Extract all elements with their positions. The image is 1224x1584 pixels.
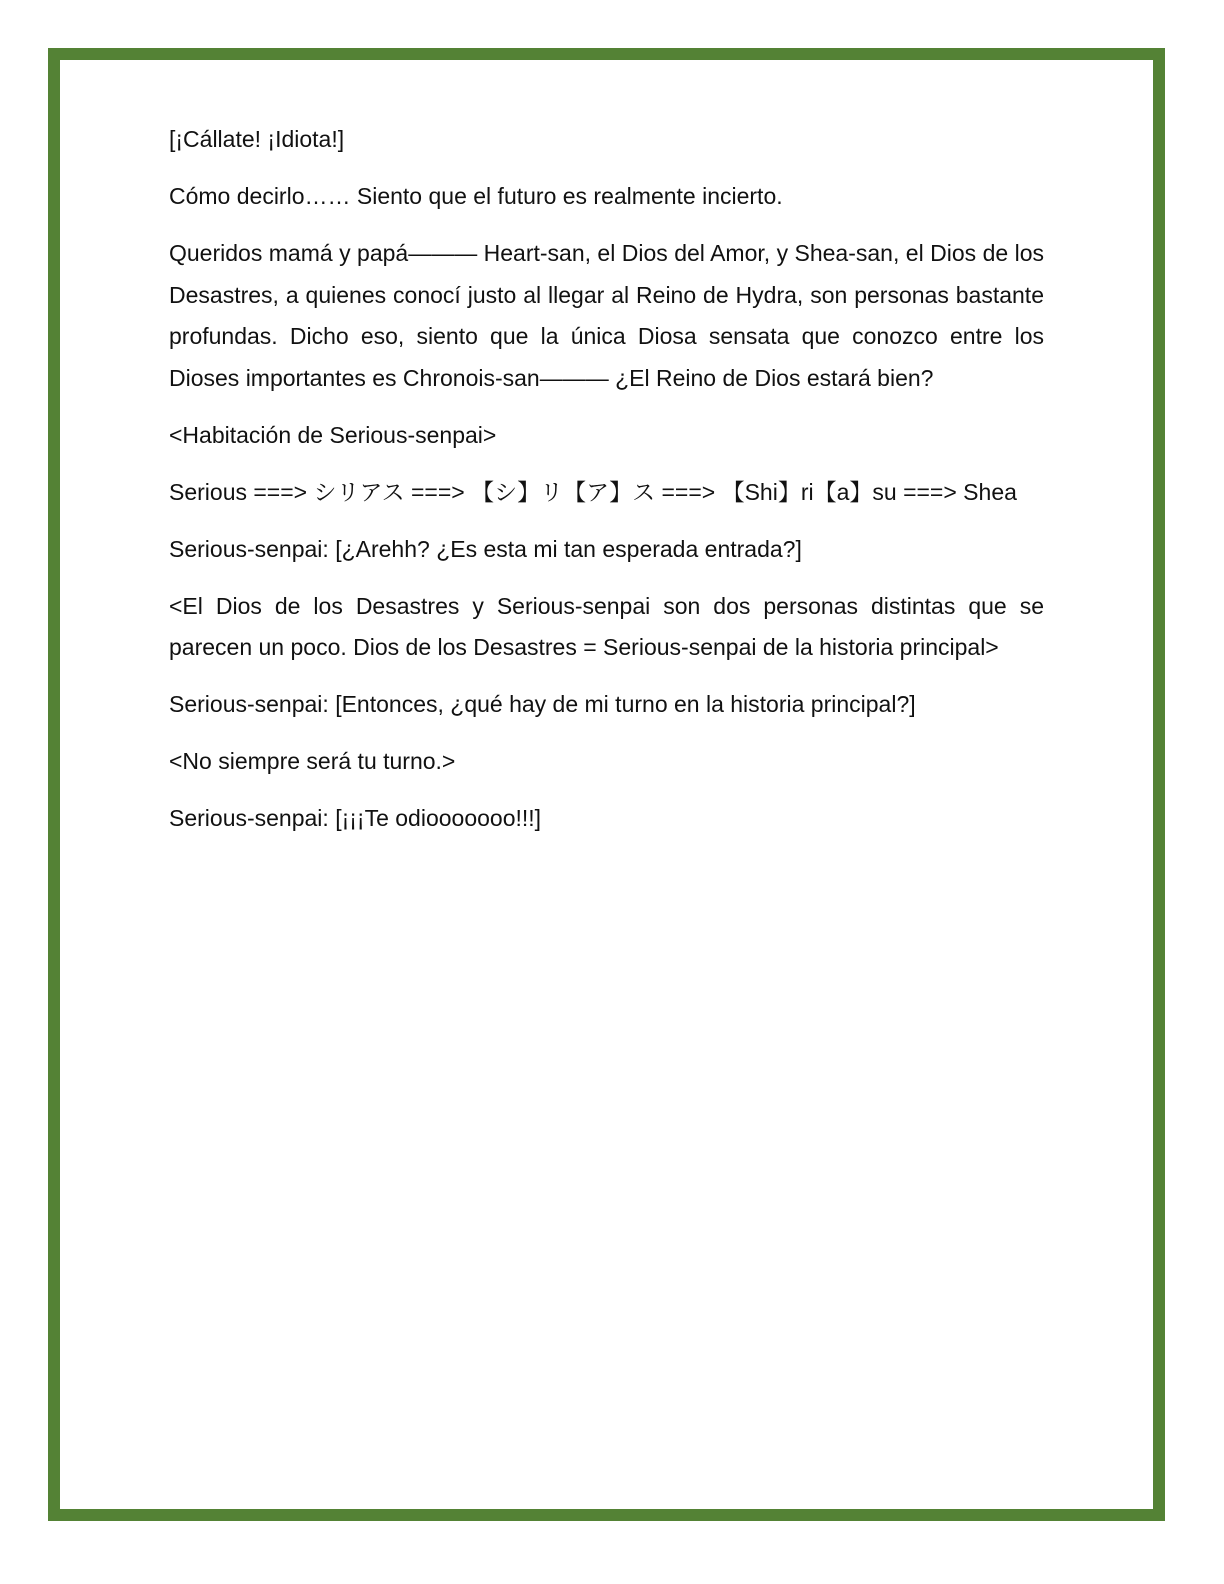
document-body (169, 119, 1044, 855)
paragraph-1: [¡Cállate! ¡Idiota!] (169, 126, 345, 152)
paragraph-10: Serious-senpai: [¡¡¡Te odiooooooo!!!] (169, 805, 542, 832)
paragraph-9: <No siempre será tu turno.> (169, 748, 456, 775)
paragraph-8: Serious-senpai: [Entonces, ¿qué hay de mi turno en la historia principal?] (169, 691, 916, 718)
paragraph-5: Serious ===> シリアス ===> 【シ】リ【ア】ス ===> 【Shi】ri【a】su ===> Shea (169, 478, 1017, 505)
paragraph-7: <El Dios de los Desastres y Serious-senpai son dos personas distintas que se parecen un poco. Dios de los Desastres = Serious-senpai de la historia principal> (169, 592, 1044, 661)
paragraph-4: <Habitación de Serious-senpai> (169, 421, 497, 448)
paragraph-2: Cómo decirlo…… Siento que el futuro es realmente incierto. (169, 182, 783, 209)
paragraph-3: Queridos mamá y papá——— Heart-san, el Dios del Amor, y Shea-san, el Dios de los Desastres, a quienes conocí justo al llegar al Reino de Hydra, son personas bastante profundas. Dicho eso, siento que la única Diosa sensata que conozco entre los Dioses importantes es Chronois-san——— ¿El Reino de Dios estará bien? (169, 239, 1044, 391)
paragraph-6: Serious-senpai: [¿Arehh? ¿Es esta mi tan esperada entrada?] (169, 535, 802, 562)
